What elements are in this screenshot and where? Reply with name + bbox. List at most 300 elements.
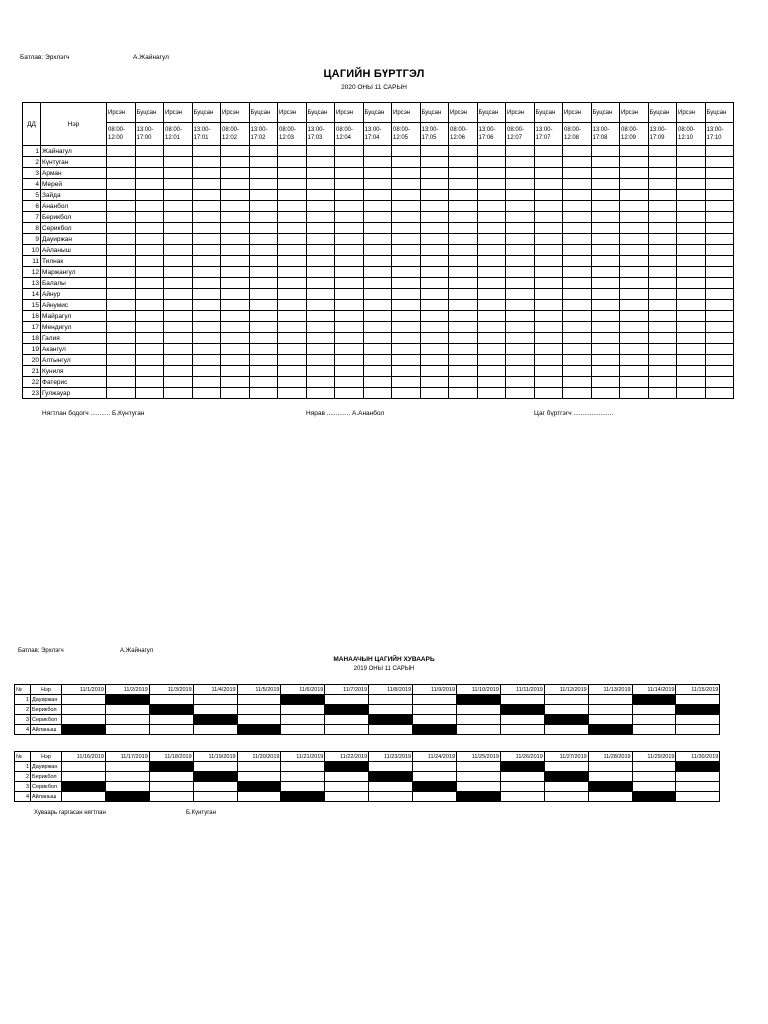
attendance-cell[interactable] <box>620 256 649 267</box>
attendance-cell[interactable] <box>705 377 734 388</box>
attendance-cell[interactable] <box>620 289 649 300</box>
attendance-cell[interactable] <box>563 234 592 245</box>
shift-cell-off[interactable] <box>149 782 193 792</box>
attendance-cell[interactable] <box>392 168 421 179</box>
shift-cell-on-duty[interactable] <box>193 772 237 782</box>
attendance-cell[interactable] <box>591 157 620 168</box>
attendance-cell[interactable] <box>420 256 449 267</box>
attendance-cell[interactable] <box>306 355 335 366</box>
attendance-cell[interactable] <box>192 311 221 322</box>
attendance-cell[interactable] <box>477 366 506 377</box>
shift-cell-on-duty[interactable] <box>193 715 237 725</box>
attendance-cell[interactable] <box>278 146 307 157</box>
attendance-cell[interactable] <box>449 234 478 245</box>
attendance-cell[interactable] <box>648 388 677 399</box>
attendance-cell[interactable] <box>648 377 677 388</box>
attendance-cell[interactable] <box>135 168 164 179</box>
attendance-cell[interactable] <box>591 322 620 333</box>
attendance-cell[interactable] <box>449 223 478 234</box>
attendance-cell[interactable] <box>677 278 706 289</box>
attendance-cell[interactable] <box>591 289 620 300</box>
attendance-cell[interactable] <box>135 234 164 245</box>
attendance-cell[interactable] <box>648 256 677 267</box>
attendance-cell[interactable] <box>506 311 535 322</box>
attendance-cell[interactable] <box>363 267 392 278</box>
attendance-cell[interactable] <box>221 190 250 201</box>
shift-cell-off[interactable] <box>588 772 632 782</box>
attendance-cell[interactable] <box>591 377 620 388</box>
shift-cell-off[interactable] <box>544 725 588 735</box>
attendance-cell[interactable] <box>164 366 193 377</box>
attendance-cell[interactable] <box>221 355 250 366</box>
attendance-cell[interactable] <box>221 201 250 212</box>
shift-cell-off[interactable] <box>457 725 501 735</box>
attendance-cell[interactable] <box>335 311 364 322</box>
attendance-cell[interactable] <box>192 168 221 179</box>
attendance-cell[interactable] <box>477 333 506 344</box>
shift-cell-off[interactable] <box>281 772 325 782</box>
attendance-cell[interactable] <box>534 366 563 377</box>
shift-cell-off[interactable] <box>237 772 281 782</box>
shift-cell-off[interactable] <box>237 705 281 715</box>
attendance-cell[interactable] <box>506 201 535 212</box>
attendance-cell[interactable] <box>164 322 193 333</box>
shift-cell-off[interactable] <box>325 782 369 792</box>
shift-cell-off[interactable] <box>105 772 149 782</box>
shift-cell-off[interactable] <box>369 705 413 715</box>
attendance-cell[interactable] <box>278 256 307 267</box>
attendance-cell[interactable] <box>192 388 221 399</box>
attendance-cell[interactable] <box>363 311 392 322</box>
attendance-cell[interactable] <box>221 278 250 289</box>
attendance-cell[interactable] <box>705 146 734 157</box>
attendance-cell[interactable] <box>278 289 307 300</box>
attendance-cell[interactable] <box>335 300 364 311</box>
shift-cell-off[interactable] <box>62 695 106 705</box>
attendance-cell[interactable] <box>705 344 734 355</box>
attendance-cell[interactable] <box>420 388 449 399</box>
attendance-cell[interactable] <box>534 311 563 322</box>
attendance-cell[interactable] <box>563 267 592 278</box>
attendance-cell[interactable] <box>135 256 164 267</box>
attendance-cell[interactable] <box>677 311 706 322</box>
attendance-cell[interactable] <box>306 234 335 245</box>
attendance-cell[interactable] <box>107 289 136 300</box>
attendance-cell[interactable] <box>192 256 221 267</box>
shift-cell-off[interactable] <box>193 762 237 772</box>
attendance-cell[interactable] <box>677 146 706 157</box>
shift-cell-off[interactable] <box>457 772 501 782</box>
attendance-cell[interactable] <box>534 267 563 278</box>
shift-cell-off[interactable] <box>281 762 325 772</box>
attendance-cell[interactable] <box>477 179 506 190</box>
attendance-cell[interactable] <box>420 278 449 289</box>
attendance-cell[interactable] <box>306 289 335 300</box>
attendance-cell[interactable] <box>392 146 421 157</box>
attendance-cell[interactable] <box>135 212 164 223</box>
attendance-cell[interactable] <box>534 289 563 300</box>
attendance-cell[interactable] <box>135 388 164 399</box>
attendance-cell[interactable] <box>192 267 221 278</box>
attendance-cell[interactable] <box>249 168 278 179</box>
shift-cell-on-duty[interactable] <box>413 782 457 792</box>
attendance-cell[interactable] <box>534 223 563 234</box>
shift-cell-off[interactable] <box>544 762 588 772</box>
attendance-cell[interactable] <box>677 256 706 267</box>
attendance-cell[interactable] <box>563 355 592 366</box>
attendance-cell[interactable] <box>506 344 535 355</box>
attendance-cell[interactable] <box>677 179 706 190</box>
attendance-cell[interactable] <box>164 234 193 245</box>
shift-cell-off[interactable] <box>62 705 106 715</box>
attendance-cell[interactable] <box>534 179 563 190</box>
shift-cell-on-duty[interactable] <box>369 715 413 725</box>
attendance-cell[interactable] <box>477 146 506 157</box>
attendance-cell[interactable] <box>107 300 136 311</box>
attendance-cell[interactable] <box>534 355 563 366</box>
attendance-cell[interactable] <box>648 157 677 168</box>
attendance-cell[interactable] <box>563 388 592 399</box>
attendance-cell[interactable] <box>363 322 392 333</box>
attendance-cell[interactable] <box>107 256 136 267</box>
attendance-cell[interactable] <box>278 366 307 377</box>
shift-cell-off[interactable] <box>413 705 457 715</box>
attendance-cell[interactable] <box>192 322 221 333</box>
attendance-cell[interactable] <box>363 344 392 355</box>
attendance-cell[interactable] <box>705 333 734 344</box>
attendance-cell[interactable] <box>164 256 193 267</box>
shift-cell-off[interactable] <box>149 772 193 782</box>
attendance-cell[interactable] <box>392 377 421 388</box>
attendance-cell[interactable] <box>249 311 278 322</box>
attendance-cell[interactable] <box>249 256 278 267</box>
attendance-cell[interactable] <box>449 190 478 201</box>
shift-cell-off[interactable] <box>281 715 325 725</box>
shift-cell-off[interactable] <box>105 762 149 772</box>
shift-cell-on-duty[interactable] <box>413 725 457 735</box>
attendance-cell[interactable] <box>278 322 307 333</box>
shift-cell-on-duty[interactable] <box>105 695 149 705</box>
attendance-cell[interactable] <box>506 157 535 168</box>
shift-cell-on-duty[interactable] <box>588 782 632 792</box>
attendance-cell[interactable] <box>534 157 563 168</box>
attendance-cell[interactable] <box>620 278 649 289</box>
shift-cell-off[interactable] <box>62 792 106 802</box>
attendance-cell[interactable] <box>506 333 535 344</box>
shift-cell-on-duty[interactable] <box>237 725 281 735</box>
attendance-cell[interactable] <box>506 278 535 289</box>
shift-cell-on-duty[interactable] <box>281 695 325 705</box>
shift-cell-off[interactable] <box>149 792 193 802</box>
attendance-cell[interactable] <box>164 355 193 366</box>
attendance-cell[interactable] <box>335 245 364 256</box>
attendance-cell[interactable] <box>477 355 506 366</box>
attendance-cell[interactable] <box>221 344 250 355</box>
shift-cell-on-duty[interactable] <box>281 792 325 802</box>
attendance-cell[interactable] <box>135 267 164 278</box>
shift-cell-off[interactable] <box>369 762 413 772</box>
attendance-cell[interactable] <box>420 355 449 366</box>
attendance-cell[interactable] <box>192 300 221 311</box>
attendance-cell[interactable] <box>335 190 364 201</box>
attendance-cell[interactable] <box>164 388 193 399</box>
attendance-cell[interactable] <box>591 300 620 311</box>
attendance-cell[interactable] <box>449 201 478 212</box>
attendance-cell[interactable] <box>335 168 364 179</box>
shift-cell-off[interactable] <box>237 792 281 802</box>
attendance-cell[interactable] <box>449 146 478 157</box>
attendance-cell[interactable] <box>705 289 734 300</box>
attendance-cell[interactable] <box>591 223 620 234</box>
attendance-cell[interactable] <box>335 267 364 278</box>
attendance-cell[interactable] <box>648 300 677 311</box>
attendance-cell[interactable] <box>506 179 535 190</box>
attendance-cell[interactable] <box>107 388 136 399</box>
attendance-cell[interactable] <box>335 157 364 168</box>
attendance-cell[interactable] <box>420 267 449 278</box>
shift-cell-off[interactable] <box>632 715 676 725</box>
attendance-cell[interactable] <box>363 289 392 300</box>
attendance-cell[interactable] <box>705 190 734 201</box>
attendance-cell[interactable] <box>506 388 535 399</box>
attendance-cell[interactable] <box>107 212 136 223</box>
attendance-cell[interactable] <box>420 157 449 168</box>
attendance-cell[interactable] <box>591 201 620 212</box>
attendance-cell[interactable] <box>420 344 449 355</box>
attendance-cell[interactable] <box>449 388 478 399</box>
attendance-cell[interactable] <box>677 212 706 223</box>
shift-cell-off[interactable] <box>500 725 544 735</box>
shift-cell-off[interactable] <box>105 782 149 792</box>
attendance-cell[interactable] <box>449 168 478 179</box>
attendance-cell[interactable] <box>249 146 278 157</box>
attendance-cell[interactable] <box>135 190 164 201</box>
attendance-cell[interactable] <box>449 322 478 333</box>
attendance-cell[interactable] <box>620 157 649 168</box>
attendance-cell[interactable] <box>278 267 307 278</box>
attendance-cell[interactable] <box>420 212 449 223</box>
shift-cell-off[interactable] <box>413 715 457 725</box>
shift-cell-on-duty[interactable] <box>149 705 193 715</box>
attendance-cell[interactable] <box>705 267 734 278</box>
attendance-cell[interactable] <box>705 157 734 168</box>
attendance-cell[interactable] <box>563 311 592 322</box>
shift-cell-off[interactable] <box>193 725 237 735</box>
attendance-cell[interactable] <box>192 366 221 377</box>
shift-cell-off[interactable] <box>105 725 149 735</box>
shift-cell-off[interactable] <box>588 695 632 705</box>
attendance-cell[interactable] <box>477 344 506 355</box>
attendance-cell[interactable] <box>306 212 335 223</box>
attendance-cell[interactable] <box>221 212 250 223</box>
attendance-cell[interactable] <box>221 179 250 190</box>
attendance-cell[interactable] <box>221 300 250 311</box>
attendance-cell[interactable] <box>221 256 250 267</box>
attendance-cell[interactable] <box>135 355 164 366</box>
shift-cell-off[interactable] <box>413 792 457 802</box>
attendance-cell[interactable] <box>392 278 421 289</box>
attendance-cell[interactable] <box>392 322 421 333</box>
attendance-cell[interactable] <box>477 388 506 399</box>
attendance-cell[interactable] <box>477 311 506 322</box>
attendance-cell[interactable] <box>135 300 164 311</box>
attendance-cell[interactable] <box>278 344 307 355</box>
attendance-cell[interactable] <box>534 234 563 245</box>
attendance-cell[interactable] <box>705 366 734 377</box>
attendance-cell[interactable] <box>534 322 563 333</box>
attendance-cell[interactable] <box>534 201 563 212</box>
attendance-cell[interactable] <box>620 201 649 212</box>
attendance-cell[interactable] <box>392 256 421 267</box>
attendance-cell[interactable] <box>506 322 535 333</box>
attendance-cell[interactable] <box>249 179 278 190</box>
shift-cell-on-duty[interactable] <box>544 772 588 782</box>
attendance-cell[interactable] <box>306 146 335 157</box>
attendance-cell[interactable] <box>135 245 164 256</box>
shift-cell-off[interactable] <box>632 725 676 735</box>
attendance-cell[interactable] <box>449 289 478 300</box>
attendance-cell[interactable] <box>420 300 449 311</box>
attendance-cell[interactable] <box>648 223 677 234</box>
attendance-cell[interactable] <box>363 333 392 344</box>
shift-cell-off[interactable] <box>500 715 544 725</box>
shift-cell-off[interactable] <box>369 725 413 735</box>
shift-cell-on-duty[interactable] <box>544 715 588 725</box>
shift-cell-on-duty[interactable] <box>237 782 281 792</box>
attendance-cell[interactable] <box>249 333 278 344</box>
shift-cell-off[interactable] <box>676 715 720 725</box>
attendance-cell[interactable] <box>249 212 278 223</box>
attendance-cell[interactable] <box>506 234 535 245</box>
attendance-cell[interactable] <box>135 201 164 212</box>
attendance-cell[interactable] <box>335 366 364 377</box>
attendance-cell[interactable] <box>392 234 421 245</box>
attendance-cell[interactable] <box>534 388 563 399</box>
attendance-cell[interactable] <box>591 278 620 289</box>
shift-cell-on-duty[interactable] <box>676 762 720 772</box>
attendance-cell[interactable] <box>677 267 706 278</box>
shift-cell-off[interactable] <box>369 792 413 802</box>
attendance-cell[interactable] <box>648 201 677 212</box>
attendance-cell[interactable] <box>221 289 250 300</box>
attendance-cell[interactable] <box>135 146 164 157</box>
attendance-cell[interactable] <box>620 311 649 322</box>
attendance-cell[interactable] <box>677 300 706 311</box>
attendance-cell[interactable] <box>221 146 250 157</box>
shift-cell-off[interactable] <box>237 715 281 725</box>
shift-cell-off[interactable] <box>325 772 369 782</box>
attendance-cell[interactable] <box>449 311 478 322</box>
attendance-cell[interactable] <box>164 146 193 157</box>
attendance-cell[interactable] <box>221 311 250 322</box>
attendance-cell[interactable] <box>620 366 649 377</box>
attendance-cell[interactable] <box>534 146 563 157</box>
attendance-cell[interactable] <box>335 355 364 366</box>
attendance-cell[interactable] <box>249 377 278 388</box>
attendance-cell[interactable] <box>278 212 307 223</box>
attendance-cell[interactable] <box>648 344 677 355</box>
attendance-cell[interactable] <box>164 300 193 311</box>
attendance-cell[interactable] <box>192 179 221 190</box>
shift-cell-on-duty[interactable] <box>676 705 720 715</box>
attendance-cell[interactable] <box>192 157 221 168</box>
attendance-cell[interactable] <box>420 201 449 212</box>
attendance-cell[interactable] <box>363 157 392 168</box>
attendance-cell[interactable] <box>449 157 478 168</box>
shift-cell-on-duty[interactable] <box>325 705 369 715</box>
shift-cell-off[interactable] <box>281 705 325 715</box>
attendance-cell[interactable] <box>563 300 592 311</box>
attendance-cell[interactable] <box>534 256 563 267</box>
attendance-cell[interactable] <box>563 366 592 377</box>
attendance-cell[interactable] <box>620 212 649 223</box>
attendance-cell[interactable] <box>620 190 649 201</box>
attendance-cell[interactable] <box>192 212 221 223</box>
shift-cell-off[interactable] <box>544 792 588 802</box>
attendance-cell[interactable] <box>506 256 535 267</box>
shift-cell-off[interactable] <box>588 705 632 715</box>
attendance-cell[interactable] <box>705 212 734 223</box>
attendance-cell[interactable] <box>392 179 421 190</box>
shift-cell-off[interactable] <box>281 782 325 792</box>
attendance-cell[interactable] <box>677 344 706 355</box>
shift-cell-on-duty[interactable] <box>632 695 676 705</box>
attendance-cell[interactable] <box>420 377 449 388</box>
attendance-cell[interactable] <box>192 245 221 256</box>
attendance-cell[interactable] <box>591 388 620 399</box>
attendance-cell[interactable] <box>392 366 421 377</box>
shift-cell-off[interactable] <box>62 715 106 725</box>
attendance-cell[interactable] <box>192 223 221 234</box>
attendance-cell[interactable] <box>278 168 307 179</box>
attendance-cell[interactable] <box>392 300 421 311</box>
attendance-cell[interactable] <box>506 355 535 366</box>
shift-cell-off[interactable] <box>457 762 501 772</box>
attendance-cell[interactable] <box>335 223 364 234</box>
attendance-cell[interactable] <box>705 168 734 179</box>
attendance-cell[interactable] <box>392 190 421 201</box>
shift-cell-off[interactable] <box>369 782 413 792</box>
attendance-cell[interactable] <box>705 234 734 245</box>
attendance-cell[interactable] <box>335 289 364 300</box>
attendance-cell[interactable] <box>306 377 335 388</box>
attendance-cell[interactable] <box>449 300 478 311</box>
attendance-cell[interactable] <box>506 146 535 157</box>
shift-cell-off[interactable] <box>369 695 413 705</box>
attendance-cell[interactable] <box>306 333 335 344</box>
shift-cell-on-duty[interactable] <box>149 762 193 772</box>
attendance-cell[interactable] <box>648 245 677 256</box>
attendance-cell[interactable] <box>363 146 392 157</box>
attendance-cell[interactable] <box>363 256 392 267</box>
attendance-cell[interactable] <box>107 157 136 168</box>
attendance-cell[interactable] <box>192 344 221 355</box>
attendance-cell[interactable] <box>392 311 421 322</box>
attendance-cell[interactable] <box>705 300 734 311</box>
attendance-cell[interactable] <box>449 278 478 289</box>
attendance-cell[interactable] <box>278 245 307 256</box>
attendance-cell[interactable] <box>648 311 677 322</box>
shift-cell-on-duty[interactable] <box>457 695 501 705</box>
attendance-cell[interactable] <box>563 245 592 256</box>
attendance-cell[interactable] <box>135 322 164 333</box>
attendance-cell[interactable] <box>249 366 278 377</box>
attendance-cell[interactable] <box>278 201 307 212</box>
attendance-cell[interactable] <box>221 234 250 245</box>
attendance-cell[interactable] <box>221 322 250 333</box>
attendance-cell[interactable] <box>335 322 364 333</box>
attendance-cell[interactable] <box>705 201 734 212</box>
